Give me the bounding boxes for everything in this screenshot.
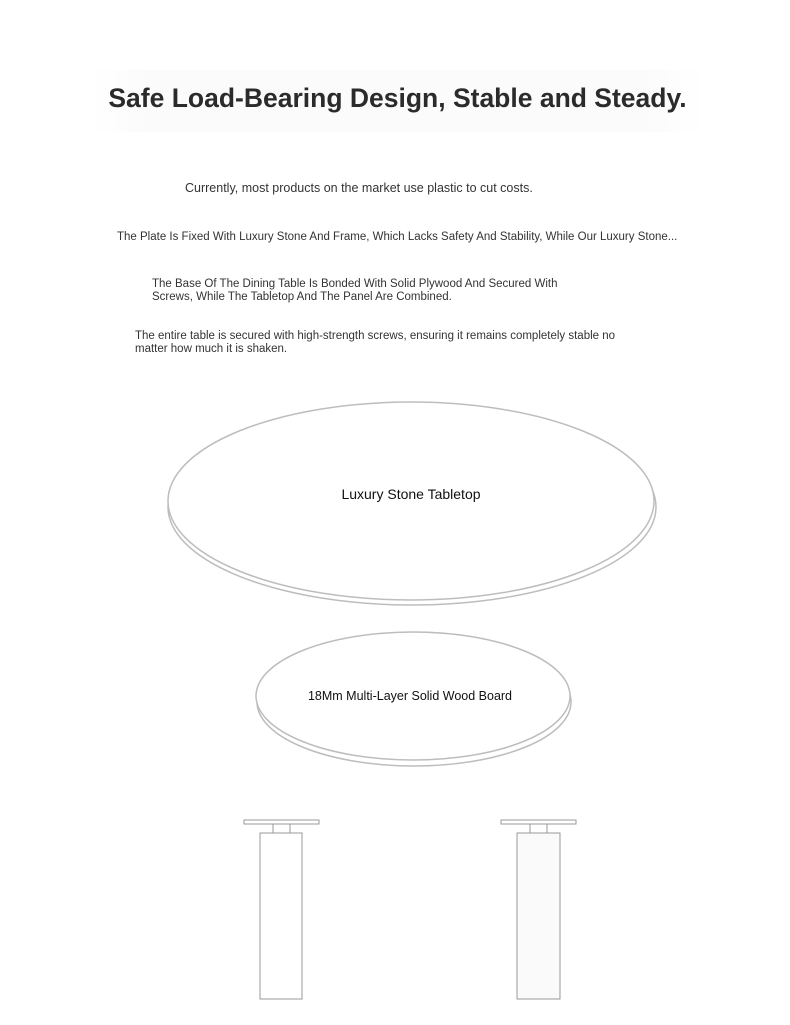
left-leg-mounting-plate bbox=[244, 820, 319, 824]
page-title: Safe Load-Bearing Design, Stable and Steady. bbox=[90, 70, 705, 132]
left-leg-column bbox=[260, 833, 302, 999]
description-plastic-costs: Currently, most products on the market use plastic to cut costs. bbox=[185, 181, 533, 195]
wood-board-layer bbox=[256, 632, 571, 766]
left-table-leg bbox=[244, 820, 319, 999]
tabletop-label: Luxury Stone Tabletop bbox=[341, 486, 481, 502]
right-table-leg bbox=[501, 820, 576, 999]
right-leg-column bbox=[517, 833, 560, 999]
right-leg-connector bbox=[530, 824, 547, 833]
description-base-bonding: The Base Of The Dining Table Is Bonded With Solid Plywood And Secured With Screws, While The Tabletop And The Panel Are Combined. bbox=[152, 278, 558, 303]
description-plate-fixing: The Plate Is Fixed With Luxury Stone And Frame, Which Lacks Safety And Stability, While Our Luxury Stone... bbox=[117, 231, 678, 243]
left-leg-connector bbox=[273, 824, 290, 833]
board-label: 18Mm Multi-Layer Solid Wood Board bbox=[307, 689, 513, 703]
description-high-strength-screws: The entire table is secured with high-strength screws, ensuring it remains completely stable no matter how much it is shaken. bbox=[135, 330, 616, 355]
exploded-table-diagram bbox=[0, 380, 790, 1025]
stone-tabletop-layer bbox=[168, 402, 656, 605]
right-leg-mounting-plate bbox=[501, 820, 576, 824]
